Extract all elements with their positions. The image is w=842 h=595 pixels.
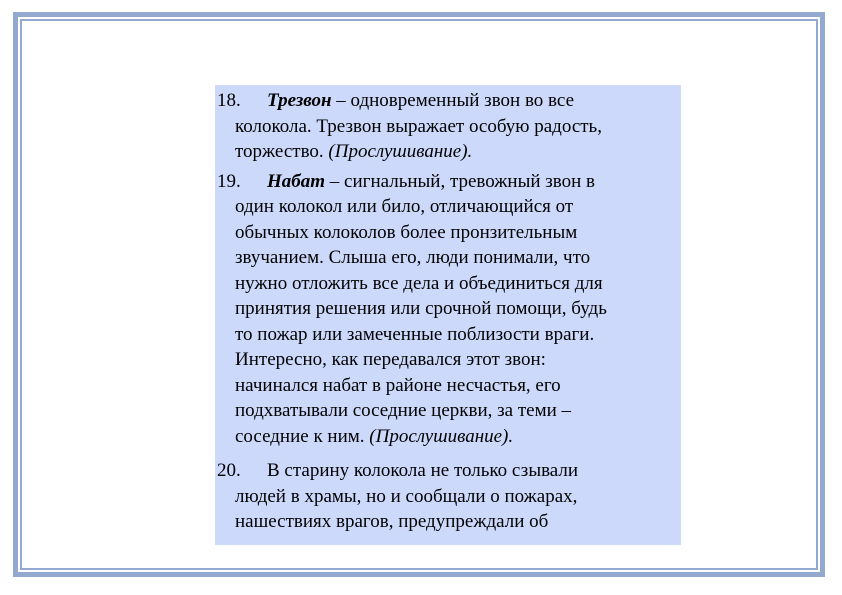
item-line: людей в храмы, но и сообщали о пожарах,	[235, 485, 578, 507]
item-line: нашествиях врагов, предупреждали об	[235, 511, 549, 532]
item-text: – сигнальный, тревожный звон в	[325, 170, 596, 192]
item-line	[235, 139, 681, 165]
item-text: торжество.	[235, 141, 329, 162]
item-number: 20.	[217, 460, 241, 481]
list-item-18	[215, 88, 681, 165]
item-term: Трезвон	[267, 90, 332, 111]
text-block	[215, 85, 681, 545]
item-line: начинался набат в районе несчастья, его	[235, 374, 561, 396]
item-line: нужно отложить все дела и объединиться для	[235, 272, 603, 294]
item-line: подхватывали соседние церкви, за теми –	[235, 400, 572, 421]
item-text: – одновременный звон во все	[331, 90, 574, 111]
item-line: один колокол или било, отличающийся от	[235, 196, 574, 217]
item-line: колокола. Трезвон выражает особую радость,	[235, 115, 602, 137]
item-line: В старину колокола не только сзывали	[267, 460, 579, 481]
list-item-19	[215, 169, 681, 450]
list-item-20	[215, 458, 681, 535]
item-number: 19.	[217, 170, 241, 192]
item-line: звучанием. Слыша его, люди понимали, что	[235, 247, 591, 268]
item-line: Интересно, как передавался этот звон:	[235, 349, 546, 370]
item-line: обычных колоколов более пронзительным	[235, 221, 578, 243]
item-term: Набат	[267, 170, 326, 192]
item-line	[235, 424, 681, 450]
item-note: (Прослушивание).	[328, 141, 473, 162]
item-line	[235, 169, 681, 195]
item-line: то пожар или замеченные поблизости враги.	[235, 323, 595, 345]
item-note: (Прослушивание).	[369, 425, 514, 447]
item-text: соседние к ним.	[235, 425, 370, 447]
item-line	[235, 88, 681, 114]
item-line: принятия решения или срочной помощи, будь	[235, 298, 607, 319]
item-number: 18.	[217, 90, 241, 111]
